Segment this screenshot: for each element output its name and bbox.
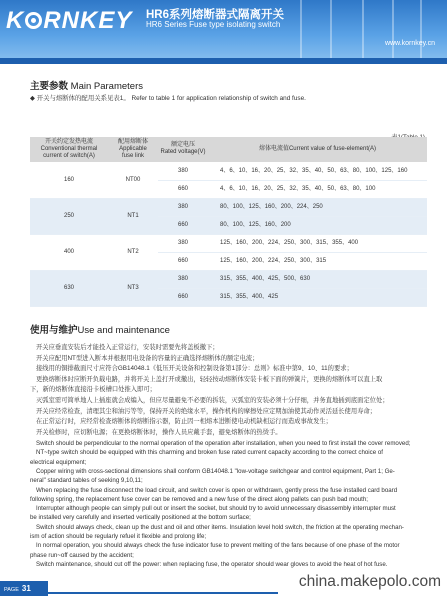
header-stripe	[300, 0, 302, 64]
cell-fuse-current: 125、160、200、224、250、300、315	[208, 252, 427, 270]
cell-switch-current: 400	[30, 234, 108, 270]
brand-logo	[6, 7, 132, 35]
header-title-en: HR6 Series Fuse type isolating switch	[146, 20, 281, 29]
cell-fuse-current: 4、6、10、16、20、25、32、35、40、50、63、80、100	[208, 180, 427, 198]
params-title-cn: 主要参数	[30, 81, 69, 92]
usage-cn-line: 接线用的铜排截面尺寸应符合GB14048.1《低压开关设备和控制设备第1部分：总则》标准中第9、10、11的要求；	[36, 365, 353, 373]
usage-cn-line: 开关应经常检查，清理其尘和油污等等，保持开关的绝缘水平，操作机构的摩擦处应定期加油使其动作灵活延长使用寿命；	[36, 407, 377, 415]
usage-en-line: Switch should always check, clean up the dust and oil and other items. Insulation level hold switch, the friction at the operating mechan-	[36, 523, 404, 531]
cell-fuse-current: 125、160、200、224、250、300、315、355、400	[208, 234, 427, 252]
cell-fuse-link: NT00	[108, 162, 158, 198]
cell-fuse-current: 315、355、400、425、500、630	[208, 270, 427, 288]
page-label: PAGE	[4, 587, 19, 593]
table-row	[30, 198, 427, 216]
usage-en-line: Interrupter although people can simply pull out or insert the socket, but should try to avoid unnecessary disassembly interrupter must	[36, 505, 396, 513]
usage-section-title	[30, 322, 170, 336]
usage-en-line: neral" standard tables of seeking 9,10,11;	[30, 477, 143, 485]
cell-switch-current: 160	[30, 162, 108, 198]
header-stripe	[362, 0, 364, 64]
usage-en-line: In normal operation, you should always check the fuse indicator fuse to prevent melting of the fans because of one phase of the motor	[36, 542, 400, 550]
cell-switch-current: 250	[30, 198, 108, 234]
watermark: china.makepolo.com	[298, 573, 441, 590]
usage-title-en: Use and maintenance	[77, 325, 170, 336]
cell-voltage: 380	[158, 270, 208, 288]
col-voltage: 额定电压 Rated voltage(V)	[158, 137, 208, 162]
logo-text-right: RNKEY	[43, 7, 133, 34]
cell-voltage: 660	[158, 180, 208, 198]
usage-en-line: NT~type switch should be equipped with this charming and broken fuse rated current capacity according to the correct choice of	[36, 449, 383, 457]
parameter-table	[30, 137, 427, 307]
page-number-tag	[0, 581, 48, 596]
usage-en-line: following spring, the replacement fuse cover can be removed and a new fuse of the direct along pallets can push bad mouth;	[30, 495, 368, 503]
cell-fuse-current: 4、6、10、16、20、25、32、35、40、50、63、80、100、125、160	[208, 162, 427, 180]
usage-en-line: Copper wiring with cross-sectional dimensions shall conform GB14048.1 "low-voltage switchgear and control equipment, Part 1; Ge-	[36, 467, 395, 475]
usage-en-line: phase run~off caused by the accident;	[30, 551, 134, 559]
usage-en-line: Switch maintenance, should cut off the power: when replacing fuse, the operator should wear gloves to avoid the heat of hot fuse.	[36, 560, 388, 568]
cell-voltage: 660	[158, 252, 208, 270]
footer-rule	[48, 592, 278, 594]
page-number: 31	[21, 584, 31, 593]
cell-voltage: 660	[158, 288, 208, 306]
params-note: ◆ 开关与熔断体的配用关系见表1。 Refer to table 1 for application relationship of switch and fuse.	[30, 95, 306, 102]
usage-cn-line: 灭弧室需可简单地人上插座就会成编入，但应尽量避免不必要的拆装，灭弧室的安装必须十分仔细，并务直地插到底面定位处；	[36, 397, 389, 404]
header-stripe	[330, 0, 332, 64]
header-stripe	[420, 0, 422, 64]
table-header-row	[30, 137, 427, 162]
header-stripe	[392, 0, 394, 64]
cell-fuse-current: 315、355、400、425	[208, 288, 427, 306]
cell-voltage: 380	[158, 162, 208, 180]
table-row	[30, 270, 427, 288]
cell-fuse-link: NT2	[108, 234, 158, 270]
usage-cn-line: 下，新的熔断体直接沿卡板槽口处推入即可；	[30, 386, 156, 394]
table-row	[30, 162, 427, 180]
usage-cn-line: 开关应垂直安装后才能投入正常运行，安装时需要先将盖板撤下；	[36, 344, 219, 351]
col-fuse-current: 熔体电流值Current value of fuse-element(A)	[208, 137, 427, 162]
cell-fuse-current: 80、100、125、160、200	[208, 216, 427, 234]
page-header	[0, 0, 447, 64]
usage-en-line: ism of action should be regularly refuel it flexible and prolong life;	[30, 533, 207, 540]
table-row	[30, 234, 427, 252]
col-fuse-link: 配用熔断体 Applicable fuse link	[108, 137, 158, 162]
usage-en-line: be installed very carefully and inserted vertically positioned at the bottom surface;	[30, 514, 251, 522]
usage-cn-line: 开关检修时，应切断电源；在更换熔断体时，操作人员应戴手套，避免熔断体的热烫手。	[36, 428, 282, 436]
usage-cn-line: 开关应配用NT型进入断本并根据用电设备的容量的正确选择熔断体的额定电流；	[36, 354, 259, 362]
params-title-en: Main Parameters	[70, 81, 143, 92]
col-rated-current: 开关约定发热电流 Conventional thermal current of switch(A)	[30, 137, 108, 162]
cell-voltage: 380	[158, 198, 208, 216]
usage-cn-line: 在正常运行时，应经常检查熔断体的熔断指示器，防止因一相熔本进断使电动机缺相运行而造成事故发生；	[36, 418, 332, 426]
cell-voltage: 660	[158, 216, 208, 234]
usage-title-cn: 使用与维护	[30, 325, 78, 336]
cell-fuse-current: 80、100、125、160、200、224、250	[208, 198, 427, 216]
cell-switch-current: 630	[30, 270, 108, 306]
params-section-title	[30, 78, 143, 92]
logo-o-icon	[25, 12, 42, 29]
header-bottom-bar	[0, 58, 447, 64]
header-url: www.kornkey.cn	[384, 40, 435, 47]
table-body	[30, 162, 427, 306]
usage-cn-line: 更换熔断体时应断开负载电路，并将开关上盖打开或撤出，轻轻按动熔断体安装卡板下面的弹簧片，更换的熔断体可以直上取	[36, 375, 383, 383]
cell-fuse-link: NT1	[108, 198, 158, 234]
logo-text-left: K	[6, 7, 25, 34]
usage-en-line: When replacing the fuse disconnect the load circuit, and switch cover is open or withdrawn, gently press the fuse installed card board	[36, 486, 398, 494]
cell-voltage: 380	[158, 234, 208, 252]
header-title-cn: HR6系列熔断器式隔离开关	[146, 9, 285, 21]
usage-en-line: Switch should be perpendicular to the normal operation of the operation after installation, when you need to first install the cover removed;	[36, 440, 411, 447]
usage-en-line: electrical equipment;	[30, 458, 87, 466]
cell-fuse-link: NT3	[108, 270, 158, 306]
